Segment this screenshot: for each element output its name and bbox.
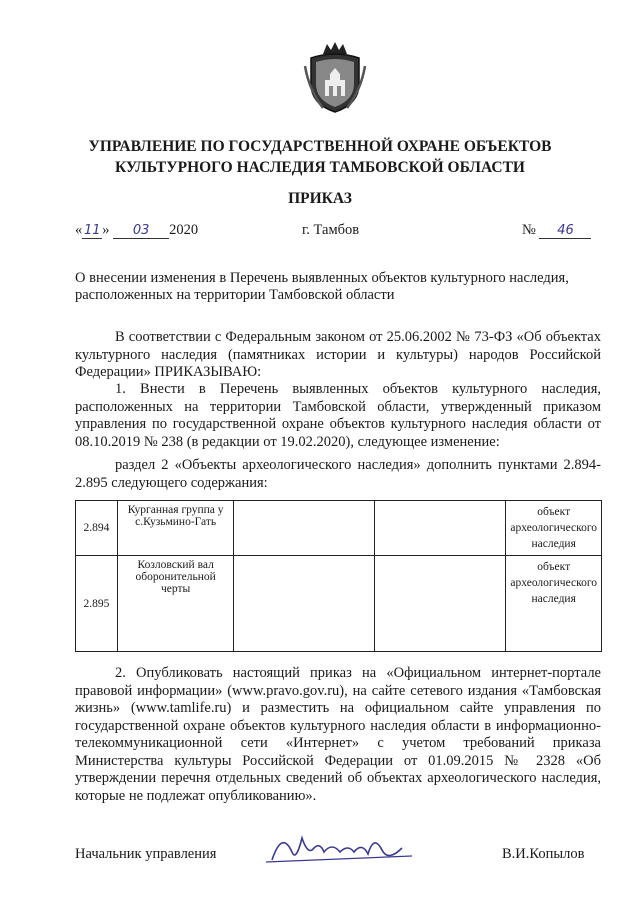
tambov-coat-of-arms-icon: [303, 40, 367, 116]
order-day: 11: [83, 223, 101, 238]
document-type: ПРИКАЗ: [288, 190, 352, 207]
item1-paragraph: 1. Внести в Перечень выявленных объектов культурного наследия, расположенных на территории Тамбовской области, утвержденный приказом управления по государственной охране объектов культурного наследия области от 08.10.2019 № 238 (в редакции от 19.02.2020), следующее изменение:: [75, 381, 601, 450]
item1-detail-paragraph: раздел 2 «Объекты археологического наследия» дополнить пунктами 2.894-2.895 следующего содержания:: [75, 457, 601, 491]
order-number-value: 46: [539, 223, 591, 239]
object-category: объект археологического наследия: [506, 501, 602, 556]
order-year: 2020: [169, 222, 199, 238]
signatory-position: Начальник управления: [75, 846, 217, 862]
organization-name-line2: КУЛЬТУРНОГО НАСЛЕДИЯ ТАМБОВСКОЙ ОБЛАСТИ: [115, 159, 525, 176]
handwritten-signature-icon: [262, 822, 422, 872]
object-cell: [375, 556, 506, 652]
object-cell: [234, 556, 375, 652]
organization-name: [0, 136, 640, 178]
table-row: [76, 556, 602, 652]
object-cell: [375, 501, 506, 556]
objects-table: [75, 500, 602, 652]
object-name: Курганная группа у с.Кузьмино-Гать: [117, 501, 234, 556]
order-city: г. Тамбов: [302, 222, 360, 238]
order-date: « 11 » 03 2020: [75, 222, 199, 238]
item2-paragraph: 2. Опубликовать настоящий приказ на «Официальном интернет-портале правовой информации» (www.pravo.gov.ru), на сайте сетевого издания «Тамбовская жизнь» (www.tamlife.ru) и разместить на официальном сайте управления по государственной охране объектов культурного наследия области в информационно-телекоммуникационной сети «Интернет» с учетом требований приказа Министерства культуры Российской Федерации от 01.09.2015 № 2328 «Об утверждении перечня отдельных сведений об объектах археологического наследия, которые не подлежат опубликованию».: [75, 665, 601, 804]
row-number: 2.895: [76, 556, 118, 652]
table-row: [76, 501, 602, 556]
order-month: 03: [113, 223, 169, 239]
object-cell: [234, 501, 375, 556]
signatory-name: В.И.Копылов: [502, 846, 585, 862]
order-subject: О внесении изменения в Перечень выявленных объектов культурного наследия, расположенных на территории Тамбовской области: [75, 270, 569, 303]
preamble-paragraph: В соответствии с Федеральным законом от 25.06.2002 № 73-ФЗ «Об объектах культурного наследия (памятниках истории и культуры) народов Российской Федерации» ПРИКАЗЫВАЮ:: [75, 329, 601, 380]
row-number: 2.894: [76, 501, 118, 556]
order-number: № 46: [522, 222, 591, 239]
object-category: объект археологического наследия: [506, 556, 602, 652]
object-name: Козловский вал оборонительной черты: [117, 556, 234, 652]
organization-name-line1: УПРАВЛЕНИЕ ПО ГОСУДАРСТВЕННОЙ ОХРАНЕ ОБЪЕКТОВ: [88, 138, 552, 155]
